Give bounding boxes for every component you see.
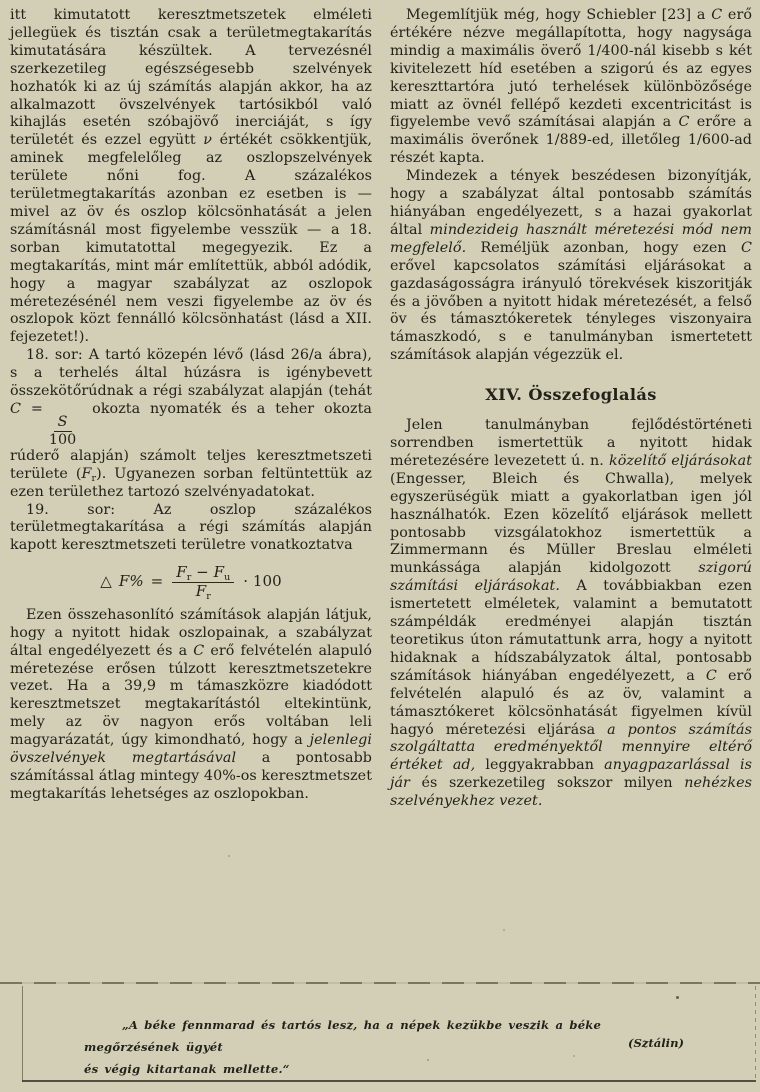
body-text: Jelen tanulmányban fejlődéstörténeti sorrendben ismertettük a nyitott hidak méretezésére levezetett ú. n.	[390, 417, 752, 469]
quote-box-left-border	[22, 986, 23, 1082]
body-text: erő értékére nézve megállapította, hogy nagysága mindig a maximális överő 1/400-nál kisebb s két kivitelezett híd esetében a szigorú és az egyes kereszttartóra jutó terhelések különbözősége miatt az övnél fellépő kezdeti excentricitást is figyelembe vevő számításai alapján a	[390, 7, 752, 131]
print-speck	[503, 929, 505, 931]
quote-box-top-rule	[0, 982, 760, 984]
paragraph-theory-continuation	[10, 7, 372, 347]
body-text: (Engesser, Bleich és Chwalla), melyek egyszerüségük miatt a gyakorlatban igen jól használhatók. Ezen közelítő eljárások mellett pontosabb vizsgálatokhoz ismertettük a Zimmermann és Müller Breslau elméleti munkássága alapján kidolgozott	[390, 470, 752, 577]
body-text: ). Ugyanezen sorban feltüntettük az ezen területhez tartozó szelvényadatokat.	[10, 465, 372, 500]
variable-F-percent: F%	[118, 572, 144, 591]
paragraph-facts	[390, 168, 752, 365]
paragraph-row18	[10, 347, 372, 501]
minus-sign: −	[196, 563, 209, 582]
left-column	[10, 7, 372, 811]
section-heading-osszefoglalas: XIV. Összefoglalás	[485, 385, 657, 405]
body-text: a pontosabb számítással átlag mintegy 40%-os keresztmetszet megtakarítás lehetséges az oszlopokban.	[10, 750, 372, 802]
print-speck	[676, 996, 679, 999]
quote-box-bottom-rule	[22, 1080, 756, 1082]
print-speck	[573, 1055, 575, 1057]
variable-C: C	[741, 239, 752, 256]
subscript-r: r	[206, 591, 211, 603]
delta-F-formula	[10, 563, 372, 603]
subscript-r: r	[91, 472, 97, 484]
print-speck	[228, 855, 230, 857]
body-text: Reméljük azonban, hogy ezen	[466, 239, 741, 256]
nu-symbol: ν	[203, 132, 213, 149]
paragraph-conclusion-left	[10, 607, 372, 804]
two-column-text	[10, 7, 752, 811]
subscript-u: u	[224, 572, 231, 584]
variable-C: C	[705, 667, 717, 684]
variable-C: C	[10, 400, 21, 417]
emphasis-text: jelenlegi övszelvények megtartásával	[10, 732, 372, 767]
body-text: erőre a maximális överőnek 1/889-ed, illetőleg 1/600-ad részét kapta.	[390, 114, 752, 167]
fraction	[172, 563, 234, 603]
body-text: 19. sor: Az oszlop százalékos területmegtakarítása a régi számítás alapján kapott keresztmetszeti területre vonatkoztatva	[10, 501, 372, 554]
subscript-r: r	[186, 572, 192, 584]
emphasis-text: nehézkes szelvényekhez vezet.	[390, 775, 752, 810]
variable-F: F	[195, 582, 207, 601]
fraction	[45, 414, 80, 448]
body-text: értékét csökkentjük, aminek megfelelőleg az oszlopszelvények területe nőni fog. A százalékos területmegtakarítás azonban ez esetben is — mivel az öv és oszlop kölcsönhatását a jelen számításnál most figyelembe vesszük — a 18. sorban kimutatottal megegyezik. Ez a megtakarítás, mint már említettük, abból adódik, hogy a magyar szabályzat az oszlopok méretezésénél nem veszi figyelembe az öv és oszlopok közt fennálló kölcsönhatást (lásd a XII. fejezetet!).	[10, 132, 372, 346]
fraction-numerator: S	[54, 414, 72, 432]
body-text: erő felvételén alapuló méretezése erősen túlzott keresztmetszetekre vezet. Ha a 39,9 m támaszközre kiadódott keresztmetszet megtakarítástól eltekintünk, mely az öv nagyon erős voltában leli magyarázatát, úgy kimondható, hogy a	[10, 642, 372, 749]
quote-attribution: (Sztálin)	[627, 1036, 684, 1050]
variable-F: F	[81, 465, 92, 482]
body-text: Mindezek a tények beszédesen bizonyítják, hogy a szabályzat által pontosabb számítás hiányában engedélyezett, s a hazai gyakorlat által	[390, 168, 752, 238]
variable-F: F	[176, 563, 187, 582]
paragraph-row19	[10, 502, 372, 556]
fraction-denominator: 100	[48, 431, 77, 448]
body-text: erővel kapcsolatos számítási eljárásokat a gazdaságosságra irányuló törekvések kiszoritják és a jövőben a nyitott hidak méretezését, a felső öv és támasztókeretek tényleges viszonyaira támaszkodó, s e tanulmányban ismertetett számítások alapján végezzük el.	[390, 257, 752, 364]
fraction-denominator	[192, 582, 215, 603]
body-text: okozta nyomaték és a teher okozta rúderő alapján) számolt teljes keresztmetszeti területe (	[10, 400, 372, 482]
emphasis-text: a pontos számítás szolgáltatta eredményektől mennyire eltérő értéket ad,	[390, 721, 753, 774]
right-column	[390, 7, 752, 811]
body-text: erő felvételén alapuló és az öv, valamint a támasztókeret kölcsönhatását figyelmen kívül hagyó méretezési eljárása	[390, 667, 753, 738]
inline-formula-c	[10, 400, 82, 448]
variable-C: C	[193, 642, 205, 659]
fraction-numerator	[172, 564, 234, 583]
equals-sign: =	[150, 572, 164, 591]
times-100: · 100	[243, 572, 282, 591]
emphasis-text: közelítő eljárásokat	[608, 452, 752, 469]
variable-F: F	[213, 563, 225, 582]
emphasis-text: szigorú számítási eljárásokat.	[390, 560, 752, 595]
paragraph-summary	[390, 417, 752, 811]
quote-box-right-border	[755, 986, 756, 1082]
body-text: Megemlítjük még, hogy Schiebler [23] a	[406, 7, 712, 23]
quote-line-2: és végig kitartanak mellette.“	[84, 1062, 290, 1076]
emphasis-text: mindezideig használt méretezési mód nem megfelelő.	[390, 221, 752, 256]
print-speck	[427, 1059, 429, 1061]
body-text: Ezen összehasonlító számítások alapján látjuk, hogy a nyitott hidak oszlopainak, a szabályzat által engedélyezett és a	[10, 606, 372, 659]
body-text: és szerkezetileg sokszor milyen	[409, 775, 685, 792]
quote-line-1: „A béke fennmarad és tartós lesz, ha a népek kezükbe veszik a béke megőrzésének ügyét	[84, 1018, 602, 1054]
body-text: 18. sor: A tartó közepén lévő (lásd 26/a ábra), s a terhelés által húzásra is igénybevett összekötőrúdnak a régi szabályzat alapján (tehát	[10, 347, 372, 400]
body-text: leggyakrabban	[475, 757, 605, 774]
paragraph-schiebler	[390, 7, 752, 168]
equals-sign: =	[30, 400, 43, 417]
emphasis-text: anyagpazarlással is jár	[390, 757, 752, 792]
triangle-delta-symbol: △	[100, 572, 112, 591]
variable-C: C	[711, 7, 723, 23]
variable-C: C	[678, 114, 690, 131]
body-text: A továbbiakban ezen ismertetett elméletek, valamint a bemutatott számpéldák eredményei alapján tisztán teoretikus úton rámutattunk arra, hogy a nyitott hidaknak a hídszabályzatok által, pontosabb számítások hiányában engedélyezett, a	[390, 578, 752, 684]
body-text: itt kimutatott keresztmetszetek elméleti jellegüek és tisztán csak a területmegtakarítás kimutatására készültek. A tervezésnél szerkezetileg egészségesebb szelvények hozhatók ki az új számítás alapján akkor, ha az alkalmazott övszelvények tartósikból való kihajlás esetén szóbajövő inerciáját, s így területét és ezzel együtt	[10, 7, 372, 149]
